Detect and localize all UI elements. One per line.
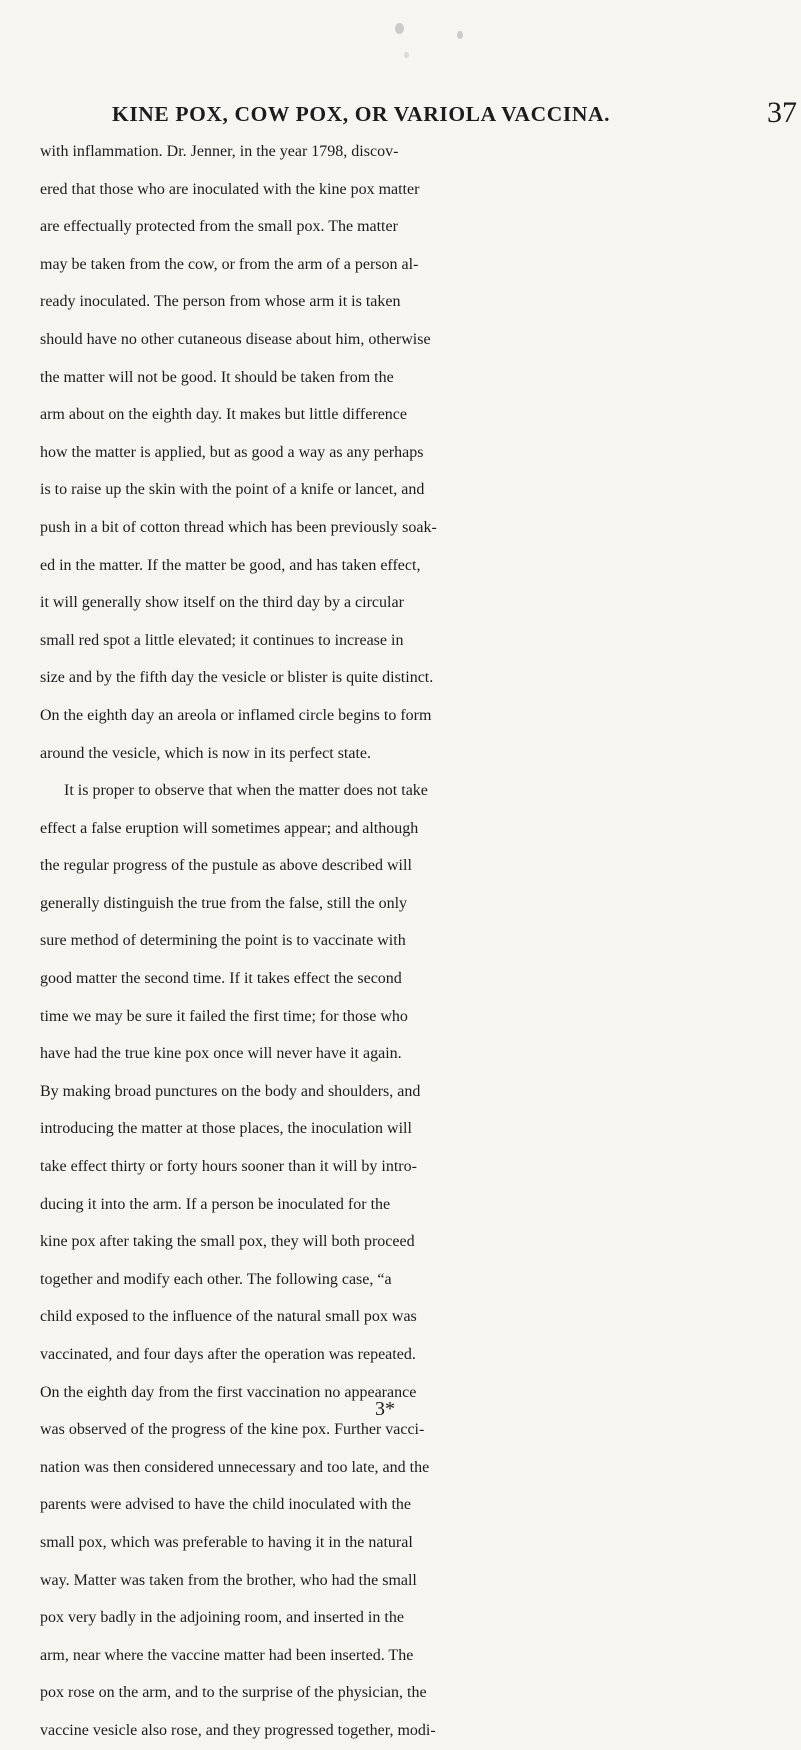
text-line: are effectually protected from the small pox. The matter [40,218,398,236]
page-number: 37 [767,96,797,129]
text-line: child exposed to the influence of the natural small pox was [40,1308,417,1326]
text-line: with inflammation. Dr. Jenner, in the year 1798, discov- [40,143,399,160]
text-line: the regular progress of the pustule as above described will [40,857,412,875]
text-line: pox very badly in the adjoining room, and inserted in the [40,1609,404,1627]
text-line: By making broad punctures on the body and shoulders, and [40,1082,421,1100]
text-line: good matter the second time. If it takes effect the second [40,970,402,988]
text-line: together and modify each other. The following case, “a [40,1270,392,1288]
text-line: size and by the fifth day the vesicle or blister is quite distinct. [40,669,434,687]
body-text [40,133,801,1750]
signature-mark: 3* [375,1398,395,1420]
text-line: pox rose on the arm, and to the surprise of the physician, the [40,1684,427,1702]
text-line: may be taken from the cow, or from the arm of a person al- [40,255,419,273]
ink-smudge [404,52,409,58]
text-line: time we may be sure it failed the first time; for those who [40,1007,408,1025]
running-head [0,96,801,132]
text-line: way. Matter was taken from the brother, who had the small [40,1571,417,1589]
text-line: ed in the matter. If the matter be good, and has taken effect, [40,556,421,574]
text-line: small red spot a little elevated; it continues to increase in [40,631,404,649]
text-line: around the vesicle, which is now in its perfect state. [40,744,372,762]
text-line: is to raise up the skin with the point of a knife or lancet, and [40,481,425,499]
text-line: parents were advised to have the child inoculated with the [40,1496,411,1514]
text-line: the matter will not be good. It should be taken from the [40,368,394,386]
ink-smudge [457,31,463,39]
text-line: arm about on the eighth day. It makes but little difference [40,406,407,424]
text-line: kine pox after taking the small pox, they will both proceed [40,1233,415,1251]
text-line: arm, near where the vaccine matter had been inserted. The [40,1646,414,1664]
paragraph-start-line: It is proper to observe that when the matter does not take [64,782,428,800]
text-line: take effect thirty or forty hours sooner than it will by intro- [40,1158,417,1176]
text-line: vaccinated, and four days after the operation was repeated. [40,1346,416,1363]
text-line: ered that those who are inoculated with the kine pox matter [40,180,420,198]
text-line: should have no other cutaneous disease about him, otherwise [40,330,431,348]
text-line: generally distinguish the true from the false, still the only [40,894,408,912]
text-line: how the matter is applied, but as good a way as any perhaps [40,443,424,461]
text-line: have had the true kine pox once will never have it again. [40,1045,402,1063]
text-line: ready inoculated. The person from whose arm it is taken [40,293,401,311]
text-line: On the eighth day from the first vaccination no appearance [40,1383,417,1401]
ink-smudge [395,23,404,34]
text-line: effect a false eruption will sometimes appear; and although [40,819,419,837]
text-line: On the eighth day an areola or inflamed circle begins to form [40,706,432,724]
text-line: vaccine vesicle also rose, and they progressed together, modi- [40,1721,436,1739]
text-line: push in a bit of cotton thread which has been previously soak- [40,518,437,536]
text-line: introducing the matter at those places, the inoculation will [40,1120,412,1138]
text-line: sure method of determining the point is to vaccinate with [40,932,406,950]
text-line: small pox, which was preferable to having it in the natural [40,1533,413,1551]
text-line: it will generally show itself on the third day by a circular [40,594,404,612]
text-line: ducing it into the arm. If a person be inoculated for the [40,1195,391,1213]
running-head-title: KINE POX, COW POX, OR VARIOLA VACCINA. [112,102,611,126]
text-line: was observed of the progress of the kine pox. Further vacci- [40,1421,425,1439]
text-line: nation was then considered unnecessary and too late, and the [40,1458,430,1476]
